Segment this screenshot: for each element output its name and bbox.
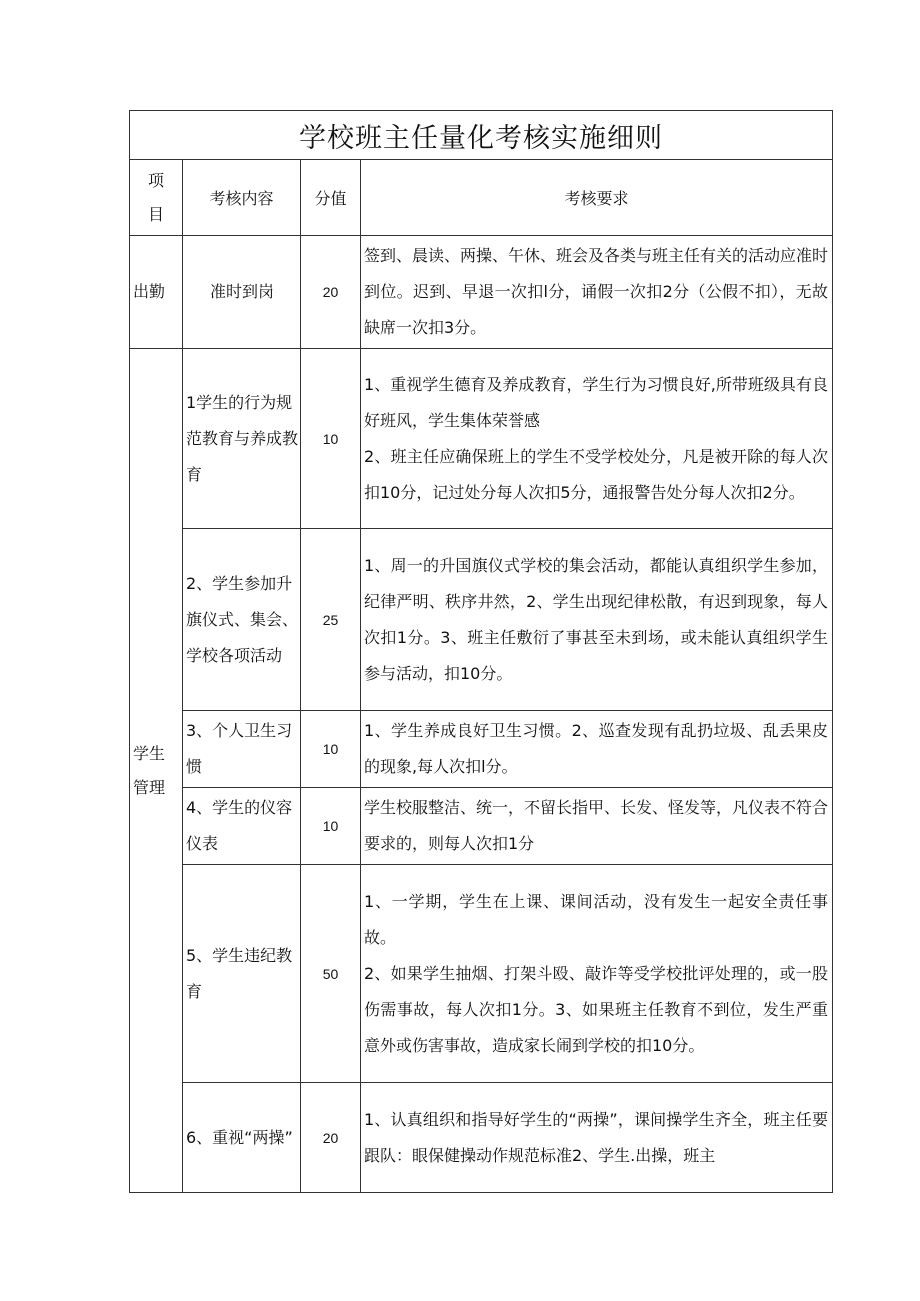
row-content: 1学生的行为规范教育与养成教育 bbox=[183, 349, 301, 529]
table-row bbox=[130, 529, 833, 711]
row-content: 5、学生违纪教育 bbox=[183, 865, 301, 1083]
row-requirement: 签到、晨读、两操、午休、班会及各类与班主任有关的活动应准时到位。迟到、早退一次扣l分，诵假一次扣2分（公假不扣），无故缺席一次扣3分。 bbox=[361, 236, 833, 349]
category-attendance: 出勤 bbox=[130, 236, 183, 349]
row-requirement: 1、一学期，学生在上课、课间活动，没有发生一起安全责任事故。 2、如果学生抽烟、打架斗殴、敲诈等受学校批评处理的，或一股伤需事故，每人次扣1分。3、如果班主任教育不到位，发生严重意外或伤害事故，造成家长闹到学校的扣10分。 bbox=[361, 865, 833, 1083]
row-requirement: 1、周一的升国旗仪式学校的集会活动，都能认真组织学生参加，纪律严明、秩序井然，2、学生出现纪律松散，有迟到现象，每人次扣1分。3、班主任敷衍了事甚至未到场，或未能认真组织学生参与活动，扣10分。 bbox=[361, 529, 833, 711]
table-row bbox=[130, 865, 833, 1083]
table-row bbox=[130, 349, 833, 529]
row-requirement: 1、认真组织和指导好学生的“两操”，课间操学生齐全，班主任要跟队：眼保健操动作规范标准2、学生.出操，班主 bbox=[361, 1083, 833, 1193]
page-title: 学校班主任量化考核实施细则 bbox=[130, 111, 833, 160]
row-score: 10 bbox=[301, 711, 361, 788]
row-content: 2、学生参加升旗仪式、集会、学校各项活动 bbox=[183, 529, 301, 711]
row-content: 4、学生的仪容仪表 bbox=[183, 788, 301, 865]
row-score: 20 bbox=[301, 236, 361, 349]
table-row bbox=[130, 1083, 833, 1193]
table-row bbox=[130, 711, 833, 788]
row-content: 6、重视“两操” bbox=[183, 1083, 301, 1193]
header-score: 分值 bbox=[301, 160, 361, 236]
row-score: 10 bbox=[301, 349, 361, 529]
category-student-management: 学生管理 bbox=[130, 349, 183, 1193]
document bbox=[129, 110, 832, 1193]
row-requirement: 学生校服整洁、统一，不留长指甲、长发、怪发等，凡仪表不符合要求的，则每人次扣1分 bbox=[361, 788, 833, 865]
row-requirement: 1、重视学生德育及养成教育，学生行为习惯良好,所带班级具有良好班风，学生集体荣誉感 2、班主任应确保班上的学生不受学校处分，凡是被开除的每人次扣10分，记过处分每人次扣5分，通报警告处分每人次扣2分。 bbox=[361, 349, 833, 529]
assessment-table bbox=[129, 110, 833, 1193]
table-row bbox=[130, 788, 833, 865]
row-score: 20 bbox=[301, 1083, 361, 1193]
row-score: 25 bbox=[301, 529, 361, 711]
header-item bbox=[130, 160, 183, 236]
header-item-line2: 目 bbox=[147, 204, 164, 224]
table-row bbox=[130, 236, 833, 349]
header-content: 考核内容 bbox=[183, 160, 301, 236]
row-content: 准时到岗 bbox=[183, 236, 301, 349]
row-requirement: 1、学生养成良好卫生习惯。2、巡查发现有乱扔垃圾、乱丢果皮的现象,每人次扣l分。 bbox=[361, 711, 833, 788]
row-content: 3、个人卫生习惯 bbox=[183, 711, 301, 788]
header-requirement: 考核要求 bbox=[361, 160, 833, 236]
header-item-line1: 项 bbox=[147, 170, 164, 190]
row-score: 10 bbox=[301, 788, 361, 865]
row-score: 50 bbox=[301, 865, 361, 1083]
header-row bbox=[130, 160, 833, 236]
